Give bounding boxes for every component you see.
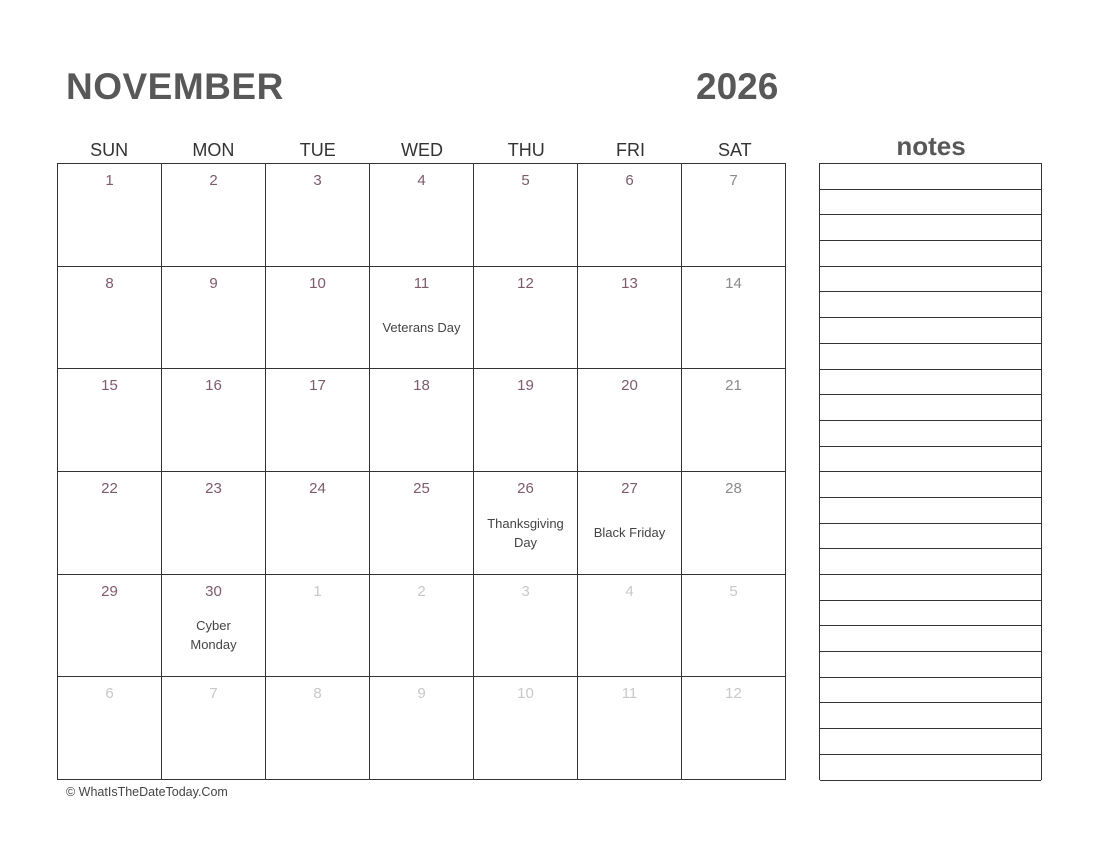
- day-number: 16: [205, 377, 222, 395]
- day-cell: [266, 575, 370, 678]
- day-cell: [58, 575, 162, 678]
- weekday-label: MON: [192, 140, 235, 160]
- notes-line: [820, 729, 1041, 755]
- notes-line: [820, 292, 1041, 318]
- day-cell: [578, 575, 682, 678]
- weekday-label: SUN: [90, 140, 129, 160]
- day-number: 30: [205, 582, 222, 600]
- day-number: 4: [417, 172, 426, 189]
- day-number: 11: [621, 685, 638, 703]
- day-number: 7: [729, 172, 738, 189]
- day-cell: [578, 369, 682, 472]
- notes-line: [820, 652, 1041, 678]
- day-number: 6: [105, 685, 114, 703]
- day-cell: [58, 164, 162, 267]
- day-number: 1: [105, 172, 114, 189]
- day-cell: [162, 677, 266, 780]
- day-cell: [474, 164, 578, 267]
- day-number: 15: [101, 377, 118, 395]
- notes-line: [820, 703, 1041, 729]
- day-cell: [474, 575, 578, 678]
- notes-line: [820, 241, 1041, 267]
- day-cell: [370, 164, 474, 267]
- day-cell: [370, 267, 474, 370]
- notes-line: [820, 344, 1041, 370]
- day-cell: [370, 369, 474, 472]
- holiday-label: [166, 575, 261, 677]
- notes-line: [820, 267, 1041, 293]
- notes-line: [820, 626, 1041, 652]
- notes-line: [820, 498, 1041, 524]
- notes-line: [820, 447, 1041, 473]
- day-number: 5: [729, 582, 738, 600]
- day-number: 10: [517, 685, 534, 703]
- notes-line: [820, 575, 1041, 601]
- weekday-header: [57, 140, 787, 162]
- day-number: 8: [105, 274, 114, 292]
- day-number: 6: [625, 172, 634, 189]
- day-number: 2: [417, 582, 426, 600]
- day-number: 19: [517, 377, 534, 395]
- day-cell: [474, 267, 578, 370]
- day-cell: [578, 164, 682, 267]
- notes-title: notes: [896, 131, 966, 161]
- day-cell: [266, 369, 370, 472]
- day-cell: [162, 575, 266, 678]
- day-cell: [58, 267, 162, 370]
- day-cell: [162, 164, 266, 267]
- day-number: 22: [101, 479, 118, 497]
- holiday-label: [478, 472, 573, 574]
- calendar-grid: [57, 163, 786, 780]
- day-number: 10: [309, 274, 326, 292]
- day-cell: [162, 472, 266, 575]
- holiday-label: [582, 472, 677, 574]
- notes-line: [820, 472, 1041, 498]
- holiday-text: Cyber Monday: [190, 618, 237, 653]
- day-cell: [266, 267, 370, 370]
- weekday-label: TUE: [299, 140, 336, 160]
- day-number: 5: [521, 172, 530, 189]
- holiday-label: [374, 267, 469, 369]
- day-number: 11: [413, 274, 430, 292]
- weekday-label: SAT: [717, 140, 752, 160]
- day-cell: [474, 472, 578, 575]
- day-number: 3: [313, 172, 322, 189]
- day-cell: [474, 677, 578, 780]
- day-number: 25: [413, 479, 430, 497]
- notes-panel: [819, 163, 1042, 780]
- holiday-text: Black Friday: [593, 525, 666, 541]
- weekday-label: THU: [507, 140, 545, 160]
- day-number: 17: [309, 377, 326, 395]
- day-cell: [682, 369, 786, 472]
- day-number: 1: [313, 582, 322, 600]
- day-cell: [266, 164, 370, 267]
- notes-line: [820, 215, 1041, 241]
- day-number: 12: [517, 274, 534, 292]
- notes-line: [820, 524, 1041, 550]
- day-number: 9: [209, 274, 218, 292]
- day-number: 4: [625, 582, 634, 600]
- notes-line: [820, 601, 1041, 627]
- day-cell: [682, 472, 786, 575]
- day-cell: [370, 677, 474, 780]
- day-number: 8: [313, 685, 322, 703]
- day-cell: [58, 369, 162, 472]
- day-cell: [58, 472, 162, 575]
- notes-line: [820, 678, 1041, 704]
- day-number: 12: [725, 685, 742, 703]
- notes-line: [820, 395, 1041, 421]
- day-cell: [370, 472, 474, 575]
- day-number: 26: [517, 479, 534, 497]
- weekday-label: WED: [400, 140, 443, 160]
- notes-line: [820, 318, 1041, 344]
- day-number: 21: [725, 377, 742, 395]
- day-number: 28: [725, 479, 742, 497]
- day-number: 2: [209, 172, 218, 189]
- day-cell: [578, 267, 682, 370]
- notes-line: [820, 421, 1041, 447]
- holiday-text: Thanksgiving Day: [487, 515, 564, 550]
- copyright-footer: © WhatIsTheDateToday.Com: [66, 785, 228, 799]
- day-number: 27: [621, 479, 638, 497]
- day-number: 23: [205, 479, 222, 497]
- notes-line: [820, 370, 1041, 396]
- month-title: NOVEMBER: [66, 66, 284, 107]
- day-cell: [370, 575, 474, 678]
- notes-line: [820, 549, 1041, 575]
- day-number: 9: [417, 685, 426, 703]
- day-cell: [266, 677, 370, 780]
- day-number: 29: [101, 582, 118, 600]
- holiday-text: Veterans Day: [382, 319, 461, 335]
- day-cell: [474, 369, 578, 472]
- day-number: 3: [521, 582, 530, 600]
- day-cell: [682, 575, 786, 678]
- day-cell: [578, 472, 682, 575]
- day-cell: [682, 164, 786, 267]
- day-number: 18: [413, 377, 430, 395]
- day-cell: [578, 677, 682, 780]
- day-cell: [682, 267, 786, 370]
- day-cell: [266, 472, 370, 575]
- notes-line: [820, 190, 1041, 216]
- day-cell: [682, 677, 786, 780]
- day-number: 7: [209, 685, 218, 703]
- day-cell: [162, 369, 266, 472]
- day-number: 24: [309, 479, 326, 497]
- day-number: 14: [725, 274, 742, 292]
- notes-line: [820, 164, 1041, 190]
- day-cell: [58, 677, 162, 780]
- day-number: 13: [621, 274, 638, 292]
- notes-line: [820, 755, 1041, 781]
- year-title: 2026: [696, 66, 779, 107]
- weekday-label: FRI: [616, 140, 646, 160]
- day-number: 20: [621, 377, 638, 395]
- day-cell: [162, 267, 266, 370]
